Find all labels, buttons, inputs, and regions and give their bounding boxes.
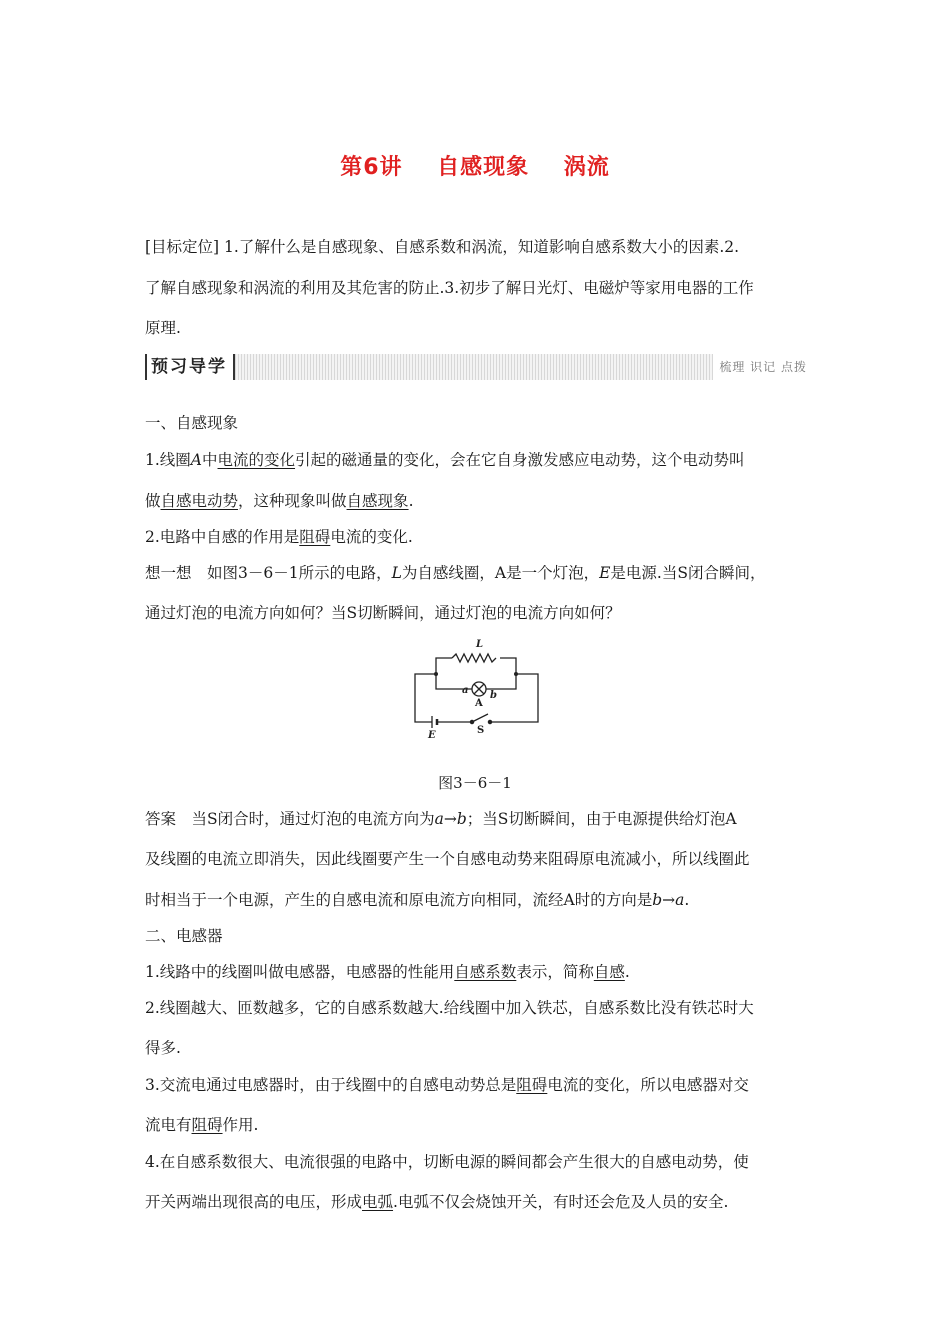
key-term: 阻碍 bbox=[516, 1076, 548, 1094]
s1-p2: 2.电路中自感的作用是阻碍电流的变化. bbox=[145, 528, 413, 546]
junction-right bbox=[514, 672, 518, 676]
answer-line-3: 时相当于一个电源，产生的自感电流和原电流方向相同，流经A时的方向是b→a. bbox=[145, 891, 690, 909]
page-title bbox=[0, 150, 950, 181]
objectives-line-2: 了解自感现象和涡流的利用及其危害的防止.3.初步了解日光灯、电磁炉等家用电器的工作 bbox=[145, 279, 754, 297]
key-term: 电弧 bbox=[362, 1193, 394, 1211]
wire-outer-left bbox=[415, 674, 436, 722]
wire-top-right bbox=[500, 658, 516, 674]
label-b: b bbox=[490, 690, 497, 701]
lamp-cross bbox=[474, 684, 484, 694]
lesson-topic: 自感现象 bbox=[437, 155, 530, 180]
s1-p1-line-2: 做自感电动势，这种现象叫做自感现象. bbox=[145, 492, 414, 510]
objectives-line-3: 原理. bbox=[145, 319, 181, 337]
section-banner bbox=[145, 354, 817, 380]
section-1-heading: 一、自感现象 bbox=[145, 414, 239, 432]
key-term: 自感系数 bbox=[454, 963, 517, 981]
think-line-2: 通过灯泡的电流方向如何？当S切断瞬间，通过灯泡的电流方向如何？ bbox=[145, 604, 621, 622]
inductor-coil bbox=[452, 654, 496, 662]
wire-lamp-right bbox=[486, 674, 516, 689]
figure-caption: 图3－6－1 bbox=[438, 774, 512, 792]
s2-p1: 1.线路中的线圈叫做电感器，电感器的性能用自感系数表示，简称自感. bbox=[145, 963, 630, 981]
key-term: 自感电动势 bbox=[160, 492, 239, 510]
objectives-line-1: [目标定位] 1.了解什么是自感现象、自感系数和涡流，知道影响自感系数大小的因素.2. bbox=[145, 238, 740, 256]
key-term: 自感现象 bbox=[346, 492, 409, 510]
s2-p3-line-2: 流电有阻碍作用. bbox=[145, 1116, 259, 1134]
label-L: L bbox=[476, 639, 484, 650]
junction-left bbox=[434, 672, 438, 676]
s2-p2-line-2: 得多. bbox=[145, 1039, 181, 1057]
switch-blade bbox=[472, 714, 488, 722]
objectives-label: [目标定位] bbox=[145, 238, 220, 256]
label-a: a bbox=[462, 685, 469, 696]
key-term: 自感 bbox=[593, 963, 625, 981]
key-term: 阻碍 bbox=[299, 528, 331, 546]
label-A: A bbox=[475, 698, 483, 709]
lesson-number: 第6讲 bbox=[340, 155, 403, 180]
circuit-diagram bbox=[410, 634, 545, 744]
key-term: 阻碍 bbox=[191, 1116, 223, 1134]
banner-tags: 梳理 识记 点拨 bbox=[713, 354, 817, 380]
s2-p3-line-1: 3.交流电通过电感器时，由于线圈中的自感电动势总是阻碍电流的变化，所以电感器对交 bbox=[145, 1076, 749, 1094]
answer-line-2: 及线圈的电流立即消失，因此线圈要产生一个自感电动势来阻碍原电流减小，所以线圈此 bbox=[145, 850, 750, 868]
s2-p4-line-1: 4.在自感系数很大、电流很强的电路中，切断电源的瞬间都会产生很大的自感电动势，使 bbox=[145, 1153, 749, 1171]
section-2-heading: 二、电感器 bbox=[145, 927, 223, 945]
answer-line-1: 答案 当S闭合时，通过灯泡的电流方向为a→b；当S切断瞬间，由于电源提供给灯泡A bbox=[145, 810, 737, 828]
label-S: S bbox=[477, 725, 485, 736]
wire-outer-right bbox=[490, 674, 538, 722]
s2-p4-line-2: 开关两端出现很高的电压，形成电弧.电弧不仅会烧蚀开关，有时还会危及人员的安全. bbox=[145, 1193, 729, 1211]
think-line-1: 想一想 如图3－6－1所示的电路，L为自感线圈，A是一个灯泡，E是电源.当S闭合瞬间， bbox=[145, 564, 766, 582]
s2-p2-line-1: 2.线圈越大、匝数越多，它的自感系数越大.给线圈中加入铁芯，自感系数比没有铁芯时大 bbox=[145, 999, 754, 1017]
label-E: E bbox=[428, 730, 436, 741]
banner-label: 预习导学 bbox=[145, 354, 235, 380]
lesson-topic-2: 涡流 bbox=[563, 155, 610, 180]
s1-p1-line-1: 1.线圈A中电流的变化引起的磁通量的变化，会在它自身激发感应电动势，这个电动势叫 bbox=[145, 451, 745, 469]
key-term: 电流的变化 bbox=[217, 451, 296, 469]
wire-top-left bbox=[436, 658, 452, 674]
